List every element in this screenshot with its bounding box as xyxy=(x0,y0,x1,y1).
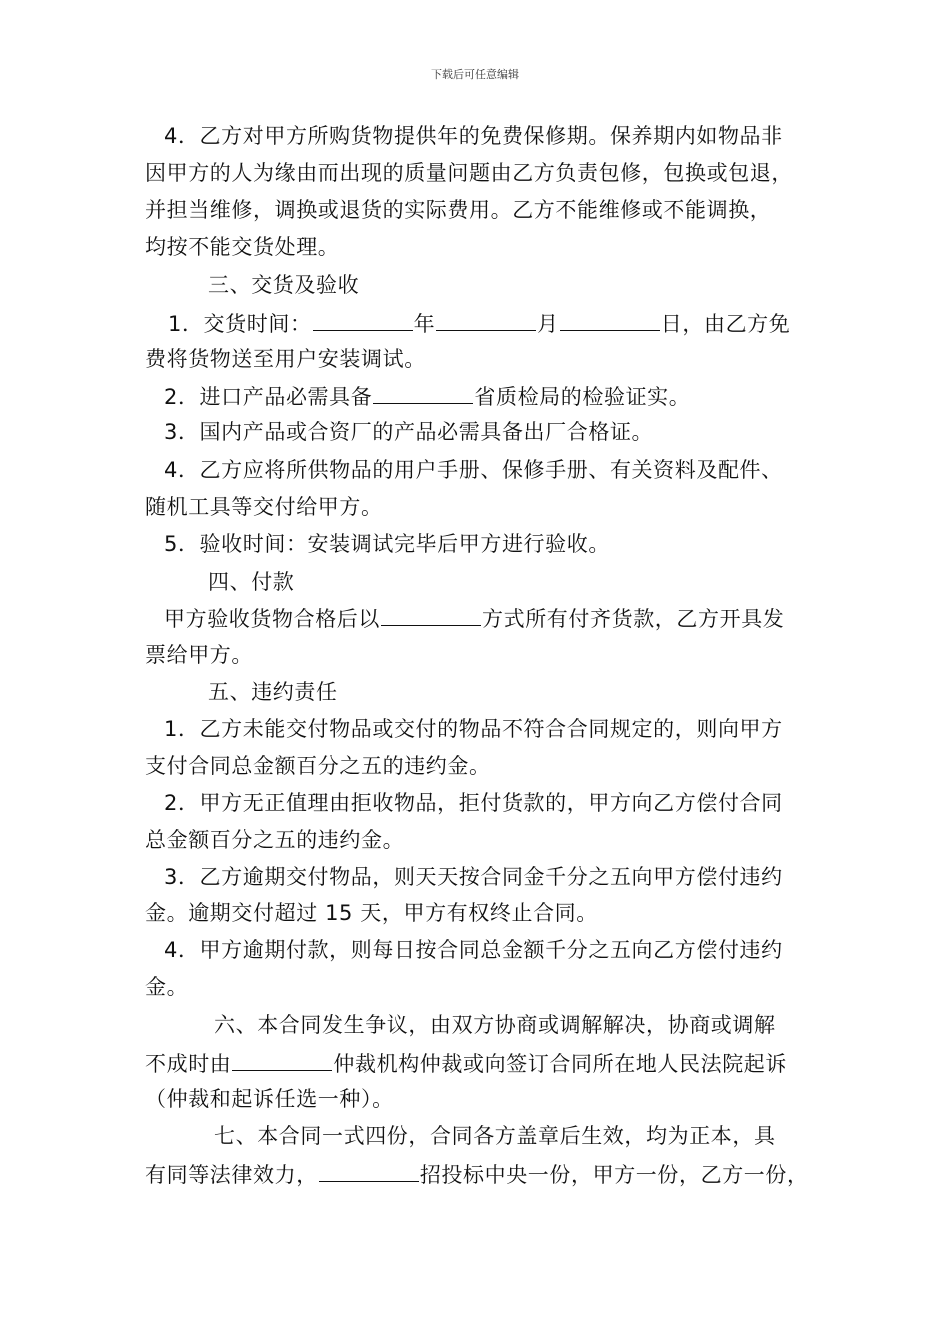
copies-suffix: 招投标中央一份，甲方一份，乙方一份， xyxy=(419,1163,809,1187)
import-suffix: 省质检局的检验证实。 xyxy=(474,385,691,409)
section-4-heading: 四、付款 xyxy=(208,570,295,594)
breach-1-line-1: 1．乙方未能交付物品或交付的物品不符合合同规定的，则向甲方 xyxy=(164,717,783,741)
clause-4-line-4: 均按不能交货处理。 xyxy=(145,235,340,259)
blank-month xyxy=(436,308,536,331)
breach-4-line-2: 金。 xyxy=(145,975,189,999)
payment-suffix: 方式所有付齐货款，乙方开具发 xyxy=(482,607,785,631)
delivery-time-line xyxy=(168,308,790,338)
blank-copies xyxy=(319,1159,419,1182)
section-6-line-2 xyxy=(145,1048,787,1078)
clause-4-line-1: 4．乙方对甲方所购货物提供年的免费保修期。保养期内如物品非 xyxy=(164,124,783,148)
delivery-time-label: 1．交货时间： xyxy=(168,312,312,336)
copies-label: 有同等法律效力， xyxy=(145,1163,318,1187)
clause-4-line-3: 并担当维修，调换或退货的实际费用。乙方不能维修或不能调换， xyxy=(145,198,772,222)
delivery-line-2: 费将货物送至用户安装调试。 xyxy=(145,347,426,371)
blank-arbitration xyxy=(232,1048,332,1071)
breach-2-line-2: 总金额百分之五的违约金。 xyxy=(145,828,405,852)
section-6-line-3: （仲裁和起诉任选一种）。 xyxy=(145,1087,394,1111)
breach-2-line-1: 2．甲方无正值理由拒收物品，拒付货款的，甲方向乙方偿付合同 xyxy=(164,791,783,815)
acceptance-line: 5．验收时间：安装调试完毕后甲方进行验收。 xyxy=(164,532,610,556)
clause-4-line-2: 因甲方的人为缘由而出现的质量问题由乙方负责包修，包换或包退， xyxy=(145,161,793,185)
day-label: 日，由乙方免 xyxy=(660,312,791,336)
section-6-line-1: 六、本合同发生争议，由双方协商或调解解决，协商或调解 xyxy=(214,1013,776,1037)
breach-3-line-1: 3．乙方逾期交付物品，则天天按合同金千分之五向甲方偿付违约 xyxy=(164,865,783,889)
arbitration-label: 不成时由 xyxy=(145,1052,232,1076)
year-label: 年 xyxy=(413,312,436,336)
blank-payment-method xyxy=(381,603,481,626)
breach-4-line-1: 4．甲方逾期付款，则每日按合同总金额千分之五向乙方偿付违约 xyxy=(164,938,783,962)
blank-year xyxy=(313,308,413,331)
import-products-line xyxy=(164,381,690,411)
section-3-heading: 三、交货及验收 xyxy=(208,273,360,297)
blank-province xyxy=(373,381,473,404)
section-5-heading: 五、违约责任 xyxy=(208,680,338,704)
payment-line-2: 票给甲方。 xyxy=(145,643,253,667)
arbitration-suffix: 仲裁机构仲裁或向签订合同所在地人民法院起诉 xyxy=(333,1052,788,1076)
breach-1-line-2: 支付合同总金额百分之五的违约金。 xyxy=(145,754,491,778)
import-label: 2．进口产品必需具备 xyxy=(164,385,373,409)
manuals-line-1: 4．乙方应将所供物品的用户手册、保修手册、有关资料及配件、 xyxy=(164,458,783,482)
blank-day xyxy=(560,308,660,331)
section-7-line-2 xyxy=(145,1159,809,1189)
breach-3-line-2: 金。逾期交付超过 15 天，甲方有权终止合同。 xyxy=(145,901,598,925)
manuals-line-2: 随机工具等交付给甲方。 xyxy=(145,495,383,519)
month-label: 月 xyxy=(537,312,559,336)
section-7-line-1: 七、本合同一式四份，合同各方盖章后生效，均为正本，具 xyxy=(214,1124,776,1148)
domestic-products-line: 3．国内产品或合资厂的产品必需具备出厂合格证。 xyxy=(164,420,654,444)
payment-line-1 xyxy=(164,603,784,633)
page-header: 下载后可任意编辑 xyxy=(431,68,519,81)
payment-label: 甲方验收货物合格后以 xyxy=(164,607,380,631)
